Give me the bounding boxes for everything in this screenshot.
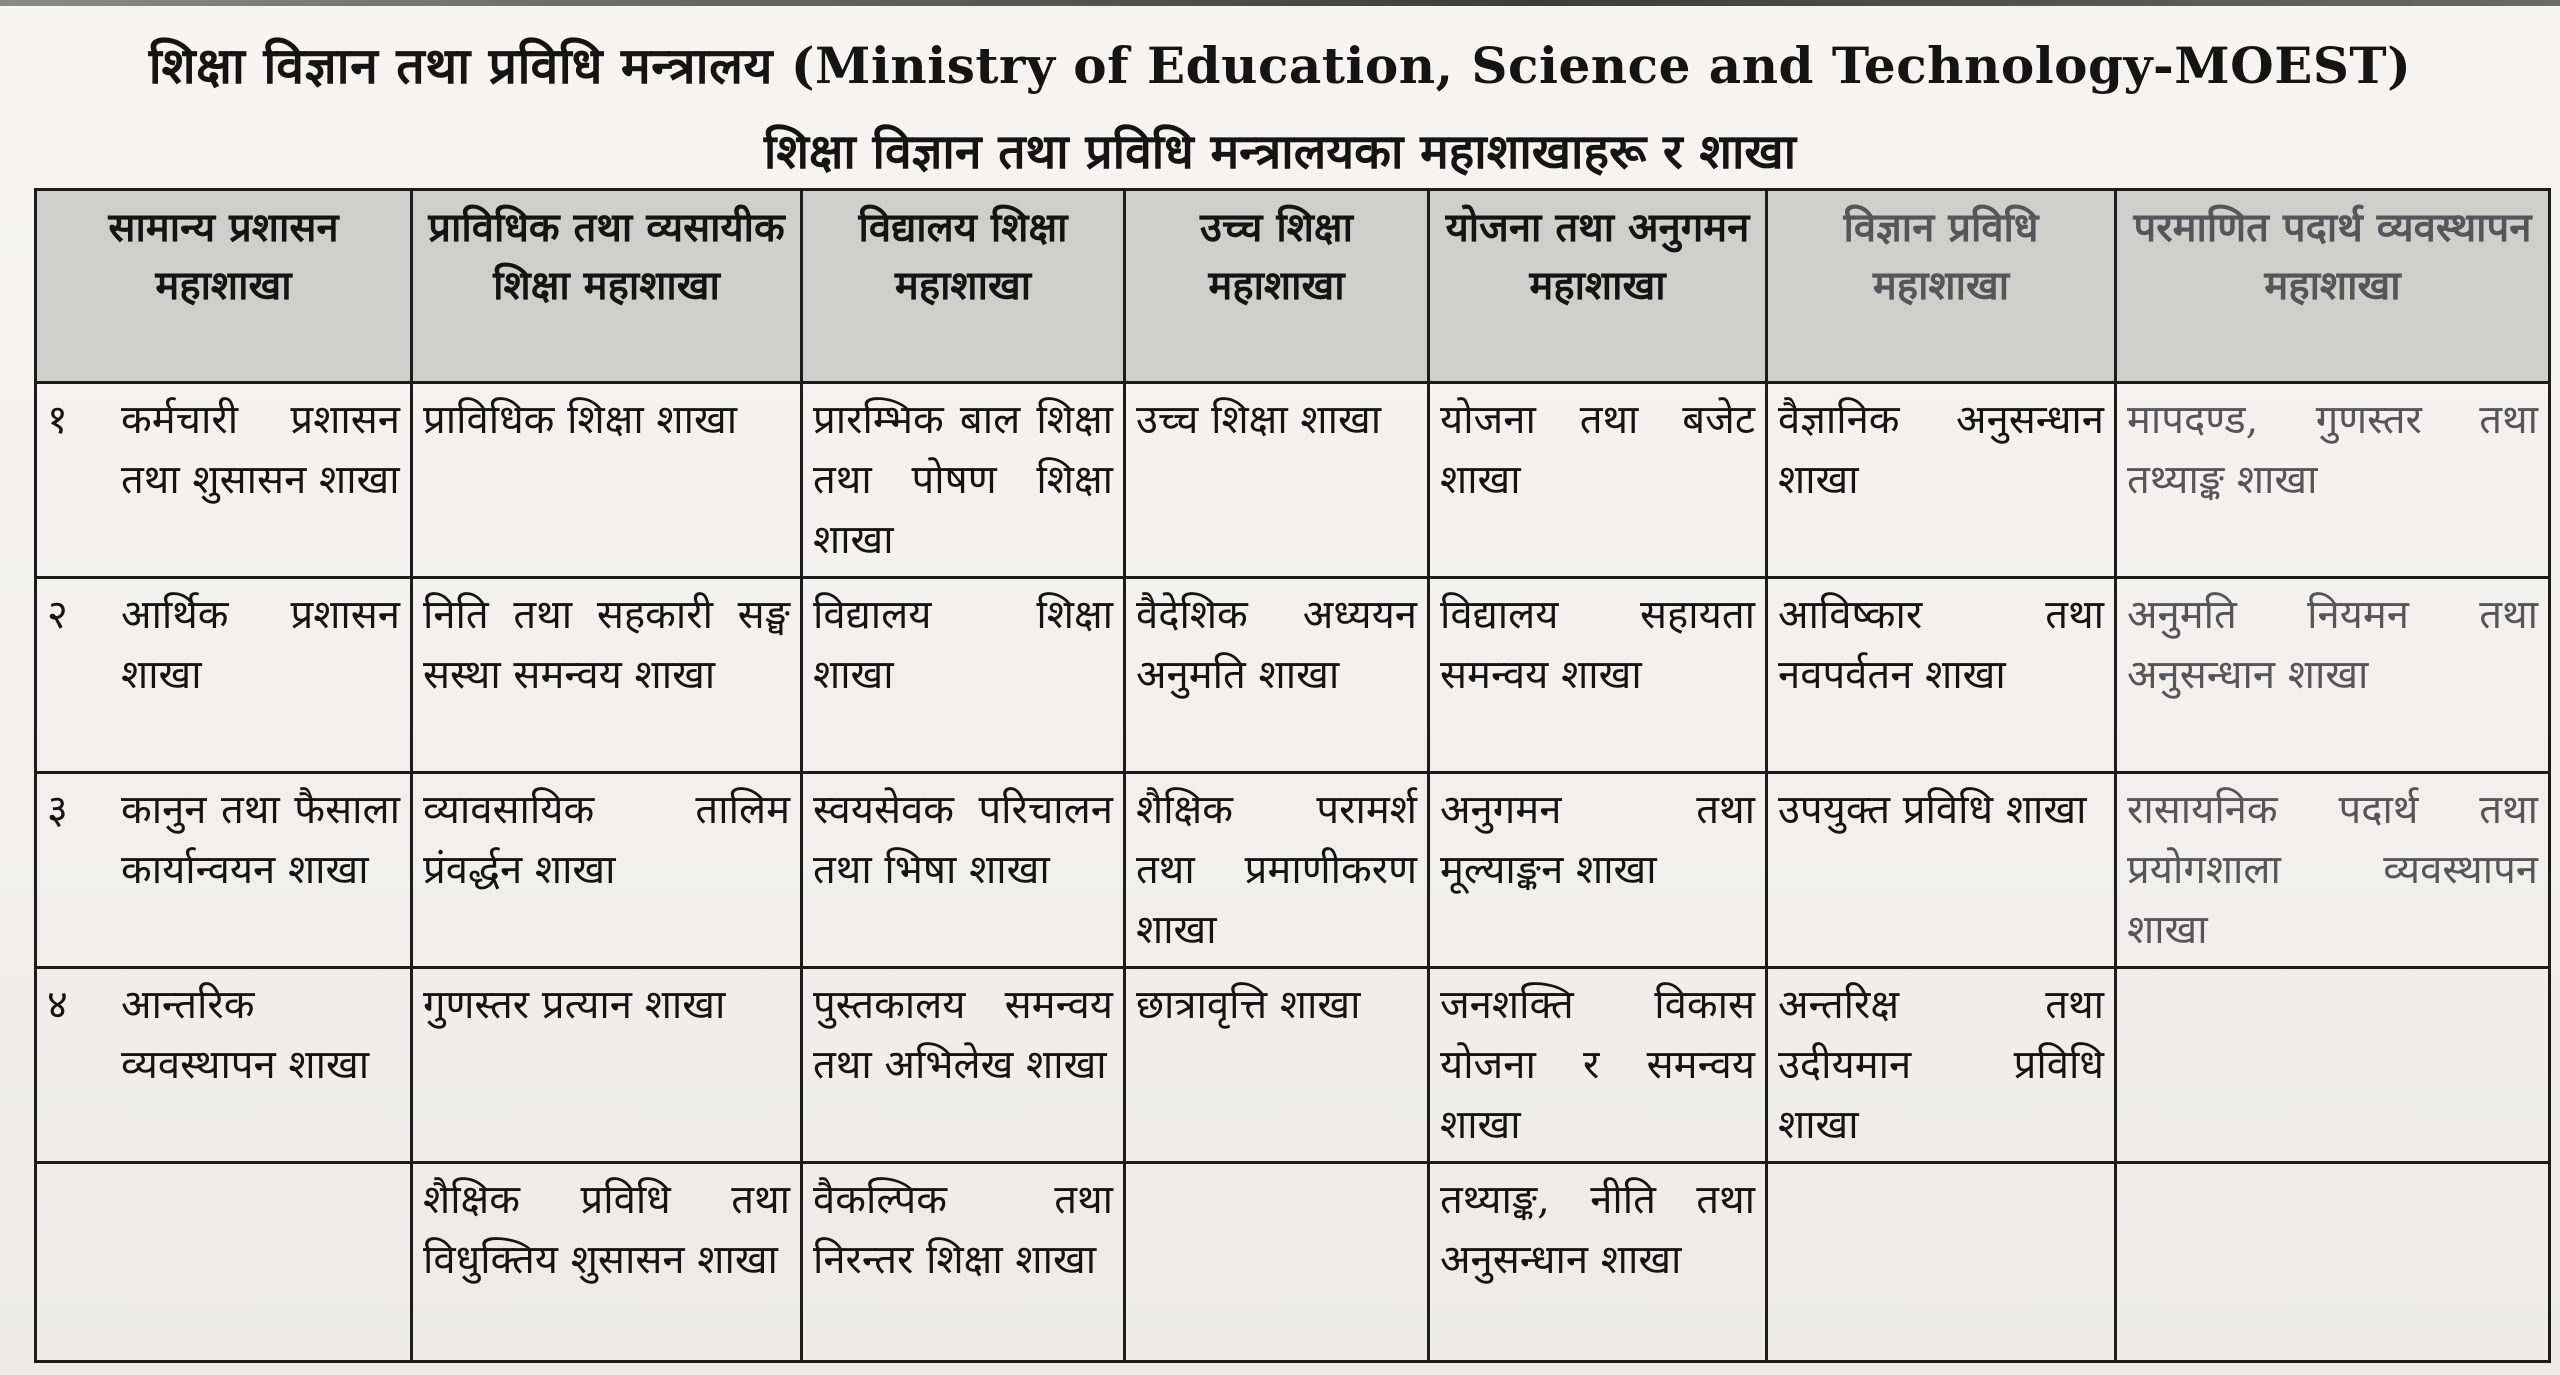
table-cell — [36, 773, 412, 968]
table-cell-empty — [1767, 1163, 2116, 1362]
table-cell: प्रारम्भिक बाल शिक्षा तथा पोषण शिक्षा शाखा — [802, 383, 1125, 578]
row-number: ३ — [47, 787, 68, 833]
table-cell: मापदण्ड, गुणस्तर तथा तथ्याङ्क शाखा — [2116, 383, 2550, 578]
table-cell-empty — [2116, 968, 2550, 1163]
row-number: ४ — [47, 982, 68, 1028]
table-cell — [36, 383, 412, 578]
header-planning-monitoring: योजना तथा अनुगमन महाशाखा — [1429, 190, 1767, 383]
cell-text: कानुन तथा फैसाला कार्यान्वयन शाखा — [121, 787, 400, 893]
table-cell: शैक्षिक प्रविधि तथा विधुक्तिय शुसासन शाखा — [412, 1163, 802, 1362]
row-number: १ — [47, 397, 68, 443]
header-science-technology: विज्ञान प्रविधि महाशाखा — [1767, 190, 2116, 383]
table-header-row — [36, 190, 2550, 383]
table-cell: योजना तथा बजेट शाखा — [1429, 383, 1767, 578]
cell-text: कर्मचारी प्रशासन तथा शुसासन शाखा — [121, 397, 400, 503]
table-cell: व्यावसायिक तालिम प्रंवर्द्धन शाखा — [412, 773, 802, 968]
header-substance-management: परमाणित पदार्थ व्यवस्थापन महाशाखा — [2116, 190, 2550, 383]
header-general-administration: सामान्य प्रशासन महाशाखा — [36, 190, 412, 383]
table-cell: छात्रावृत्ति शाखा — [1125, 968, 1429, 1163]
table-cell — [36, 968, 412, 1163]
table-cell: तथ्याङ्क, नीति तथा अनुसन्धान शाखा — [1429, 1163, 1767, 1362]
table-cell: उपयुक्त प्रविधि शाखा — [1767, 773, 2116, 968]
table-cell: पुस्तकालय समन्वय तथा अभिलेख शाखा — [802, 968, 1125, 1163]
table-row — [36, 773, 2550, 968]
table-cell: विद्यालय शिक्षा शाखा — [802, 578, 1125, 773]
table-cell: निति तथा सहकारी सङ्घ सस्था समन्वय शाखा — [412, 578, 802, 773]
table-cell: रासायनिक पदार्थ तथा प्रयोगशाला व्यवस्थापन शाखा — [2116, 773, 2550, 968]
row-number: २ — [47, 592, 68, 638]
table-cell: उच्च शिक्षा शाखा — [1125, 383, 1429, 578]
cell-text: आन्तरिक व्यवस्थापन शाखा — [121, 982, 370, 1088]
table-cell-empty — [2116, 1163, 2550, 1362]
table-cell: प्राविधिक शिक्षा शाखा — [412, 383, 802, 578]
table-cell: अनुगमन तथा मूल्याङ्कन शाखा — [1429, 773, 1767, 968]
table-cell — [36, 578, 412, 773]
table-cell: अन्तरिक्ष तथा उदीयमान प्रविधि शाखा — [1767, 968, 2116, 1163]
table-row — [36, 1163, 2550, 1362]
table-cell: जनशक्ति विकास योजना र समन्वय शाखा — [1429, 968, 1767, 1163]
divisions-sections-table — [34, 188, 2551, 1363]
table-cell: आविष्कार तथा नवपर्वतन शाखा — [1767, 578, 2116, 773]
table-cell: स्वयसेवक परिचालन तथा भिषा शाखा — [802, 773, 1125, 968]
table-cell-empty — [36, 1163, 412, 1362]
header-higher-education: उच्च शिक्षा महाशाखा — [1125, 190, 1429, 383]
table-cell: वैज्ञानिक अनुसन्धान शाखा — [1767, 383, 2116, 578]
table-cell: अनुमति नियमन तथा अनुसन्धान शाखा — [2116, 578, 2550, 773]
document-subtitle: शिक्षा विज्ञान तथा प्रविधि मन्त्रालयका महाशाखाहरू र शाखा — [763, 124, 1797, 180]
table-row — [36, 383, 2550, 578]
table-cell: विद्यालय सहायता समन्वय शाखा — [1429, 578, 1767, 773]
table-row — [36, 578, 2550, 773]
table-row — [36, 968, 2550, 1163]
header-school-education: विद्यालय शिक्षा महाशाखा — [802, 190, 1125, 383]
cell-text: आर्थिक प्रशासन शाखा — [121, 592, 400, 698]
document-title: शिक्षा विज्ञान तथा प्रविधि मन्त्रालय (Ministry of Education, Science and Technology-MOEST) — [148, 36, 2412, 95]
top-border-rule — [0, 0, 2560, 6]
table-cell: गुणस्तर प्रत्यान शाखा — [412, 968, 802, 1163]
table-cell: वैदेशिक अध्ययन अनुमति शाखा — [1125, 578, 1429, 773]
table-cell: शैक्षिक परामर्श तथा प्रमाणीकरण शाखा — [1125, 773, 1429, 968]
header-technical-vocational-education: प्राविधिक तथा व्यसायीक शिक्षा महाशाखा — [412, 190, 802, 383]
table-cell: वैकल्पिक तथा निरन्तर शिक्षा शाखा — [802, 1163, 1125, 1362]
table-cell-empty — [1125, 1163, 1429, 1362]
